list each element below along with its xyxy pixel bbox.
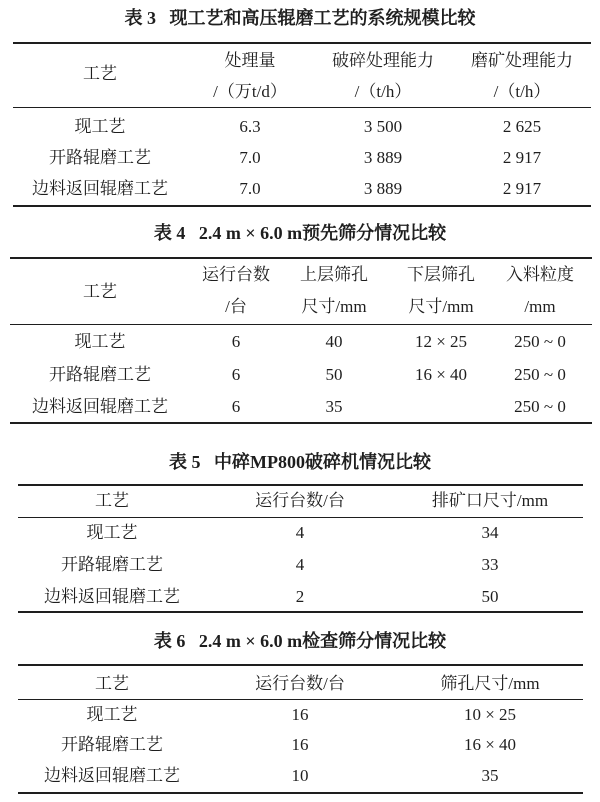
cell-units-running: 4 [295,555,305,574]
cell-units-running: 4 [295,523,305,542]
cell-screen-aperture: 16 × 40 [463,735,517,754]
table-6-title: 表 6 2.4 m × 6.0 m检查筛分情况比较 [153,631,447,651]
cell-screen-aperture: 35 [481,766,499,785]
header-crushing-capacity-unit: /（t/h） [354,82,412,101]
table-6-bottom-rule [18,792,583,794]
cell-process: 开路辊磨工艺 [61,555,163,574]
table-6-header-rule [18,699,583,700]
cell-units-running: 6 [231,397,241,416]
table-5-bottom-rule [18,611,583,613]
cell-process: 现工艺 [74,332,126,351]
cell-crushing-capacity: 3 889 [363,179,403,198]
cell-upper-deck: 40 [325,332,343,351]
header-units-running-unit: /台 [225,297,247,316]
cell-process: 开路辊磨工艺 [49,365,151,384]
header-process: 工艺 [95,674,129,693]
cell-process: 边料返回辊磨工艺 [32,179,168,198]
header-process: 工艺 [83,64,117,83]
header-screen-aperture: 筛孔尺寸/mm [440,674,540,693]
header-lower-deck-unit: 尺寸/mm [408,297,474,316]
cell-lower-deck: 12 × 25 [414,332,468,351]
table-3-header-rule [13,107,591,108]
header-units-running: 运行台数 [202,265,270,284]
header-discharge-opening: 排矿口尺寸/mm [431,491,549,510]
cell-screen-aperture: 10 × 25 [463,705,517,724]
cell-process: 边料返回辊磨工艺 [32,397,168,416]
cell-discharge-opening: 50 [481,587,499,606]
cell-process: 现工艺 [74,117,126,136]
cell-crushing-capacity: 3 500 [363,117,403,136]
table-4-bottom-rule [10,422,592,424]
cell-process: 开路辊磨工艺 [49,148,151,167]
cell-process: 现工艺 [86,523,138,542]
table-6-top-rule [18,664,583,666]
header-feed-size: 入料粒度 [506,265,574,284]
cell-throughput: 7.0 [239,179,261,198]
header-upper-deck-unit: 尺寸/mm [301,297,367,316]
header-units-running: 运行台数/台 [255,491,345,510]
table-4-top-rule [10,257,592,259]
cell-units-running: 16 [291,705,309,724]
cell-units-running: 2 [295,587,305,606]
cell-feed-size: 250 ~ 0 [514,397,566,416]
cell-process: 边料返回辊磨工艺 [44,587,180,606]
table-5-title: 表 5 中碎MP800破碎机情况比较 [169,452,431,472]
header-process: 工艺 [95,491,129,510]
table-4-title: 表 4 2.4 m × 6.0 m预先筛分情况比较 [153,223,447,243]
cell-throughput: 6.3 [239,117,261,136]
header-process: 工艺 [83,282,117,301]
table-3-bottom-rule [13,205,591,207]
table-5-header-rule [18,517,583,518]
cell-process: 现工艺 [86,705,138,724]
header-grinding-capacity: 磨矿处理能力 [471,51,573,70]
cell-upper-deck: 35 [325,397,343,416]
header-grinding-capacity-unit: /（t/h） [493,82,551,101]
cell-units-running: 16 [291,735,309,754]
cell-units-running: 6 [231,365,241,384]
header-units-running: 运行台数/台 [255,674,345,693]
cell-units-running: 6 [231,332,241,351]
cell-discharge-opening: 34 [481,523,499,542]
cell-process: 开路辊磨工艺 [61,735,163,754]
cell-discharge-opening: 33 [481,555,499,574]
cell-feed-size: 250 ~ 0 [514,332,566,351]
cell-grinding-capacity: 2 917 [502,179,542,198]
cell-lower-deck: 16 × 40 [414,365,468,384]
cell-grinding-capacity: 2 917 [502,148,542,167]
header-feed-size-unit: /mm [524,297,556,316]
cell-throughput: 7.0 [239,148,261,167]
table-3-top-rule [13,42,591,44]
cell-process: 边料返回辊磨工艺 [44,766,180,785]
header-upper-deck: 上层筛孔 [300,265,368,284]
table-4-header-rule [10,324,592,325]
header-throughput-unit: /（万t/d） [213,82,287,101]
table-3-title: 表 3 现工艺和高压辊磨工艺的系统规模比较 [124,8,476,28]
cell-feed-size: 250 ~ 0 [514,365,566,384]
cell-crushing-capacity: 3 889 [363,148,403,167]
cell-upper-deck: 50 [325,365,343,384]
header-lower-deck: 下层筛孔 [407,265,475,284]
cell-lower-deck [391,396,491,418]
table-5-top-rule [18,484,583,486]
header-crushing-capacity: 破碎处理能力 [332,51,434,70]
cell-grinding-capacity: 2 625 [502,117,542,136]
header-throughput: 处理量 [224,51,276,70]
cell-units-running: 10 [291,766,309,785]
